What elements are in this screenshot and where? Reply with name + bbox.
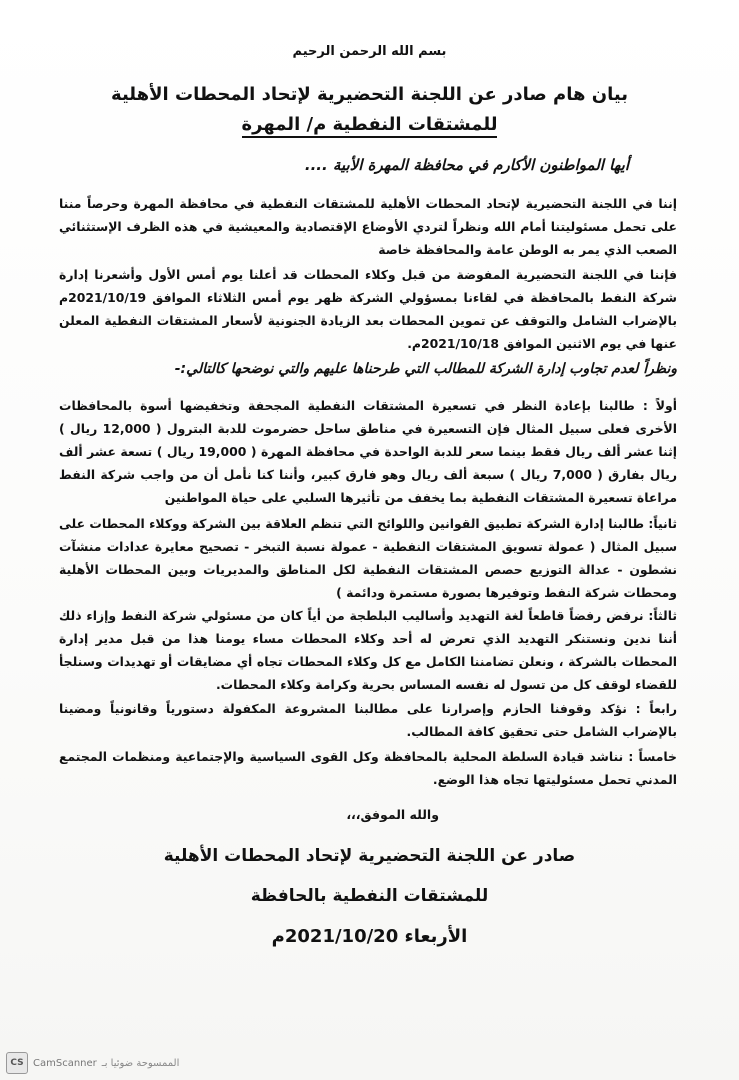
signature-line-1: صادر عن اللجنة التحضيرية لإتحاد المحطات الأهلية (163, 846, 576, 866)
basmala-heading: بسم الله الرحمن الرحيم (292, 44, 447, 59)
demand-item-4: رابعاً : نؤكد وقوفنا الحازم وإصرارنا على مطالبنا المشروعة المكفولة دستورياً وقانونياً ومضينا بالإضراب الشامل حتى تحقيق كافة المطالب. (59, 701, 677, 739)
demand-item-5: خامساً : نناشد قيادة السلطة المحلية بالمحافظة وكل القوى السياسية والإجتماعية ومنظمات المجتمع المدني تحمل مسئوليتها تجاه هذا الوضع. (59, 749, 677, 787)
paragraph-intro: إننا في اللجنة التحضيرية لإتحاد المحطات الأهلية للمشتقات النفطية في محافظة المهرة وحرصاً مننا على تحمل مسئوليتنا أمام الله ونظراً لتردي الأوضاع الإقتصادية والمعيشية في هذه الظرف الإستثنائي الصعب الذي يمر به الوطن عامة والمحافظة خاصة (59, 196, 677, 257)
demands-subheading: ونظراً لعدم تجاوب إدارة الشركة للمطالب التي طرحناها عليهم والتي نوضحها كالتالي:- (174, 361, 677, 377)
demand-item-2: ثانياً: طالبنا إدارة الشركة تطبيق القوانين واللوائح التي تنظم العلاقة بين الشركة ووكلاء المحطات على سبيل المثال ( عمولة تسويق المشتقات النفطية - عمولة نسبة التبخر - تصحيح معايرة عدادات منشآت نشطون - عدالة التوزيع حصص المشتقات النفطية لكل المناطق والمديريات وبين المحطات الأهلية ومحطات شركة النفط وتوفيرها بصورة مستمرة ودائمة ) (59, 516, 677, 600)
camscanner-arabic-caption: الممسوحة ضوئيا بـ (101, 1057, 180, 1069)
document-title-line-1: بيان هام صادر عن اللجنة التحضيرية لإتحاد المحطات الأهلية (111, 84, 628, 105)
camscanner-logo-icon: CS (6, 1052, 28, 1074)
paragraph-strike-announcement: فإننا في اللجنة التحضيرية المفوضة من قبل وكلاء المحطات قد أعلنا يوم أمس الأول وأشعرنا إدارة شركة النفط بالمحافظة في لقاءنا بمسؤولي الشركة ظهر يوم أمس الثلاثاء الموافق 2021/10/19م بالإضراب الشامل والتوقف عن تموين المحطات بعد الزيادة الجنونية لأسعار المشتقات النفطية المعلن عنها في يوم الاثنين الموافق 2021/10/18م. (59, 267, 677, 351)
signature-line-2: للمشتقات النفطية بالحافظة (250, 886, 489, 906)
closing-phrase: والله الموفق،،، (346, 807, 439, 822)
camscanner-app-name: CamScanner (33, 1057, 97, 1069)
salutation: أيها المواطنون الأكارم في محافظة المهرة الأبية .... (304, 156, 629, 174)
scanner-watermark (6, 1052, 179, 1074)
document-title-line-2-text: للمشتقات النفطية م/ المهرة (242, 114, 498, 138)
demand-item-3: ثالثاً: نرفض رفضاً قاطعاً لغة التهديد وأساليب البلطجة من أياً كان من مسئولي شركة النفط وإزاء ذلك أننا ندين ونستنكر التهديد الذي تعرض له أحد وكلاء المحطات مساء يومنا هذا من قبل مدير إدارة المحطات بالشركة ، ونعلن تضامننا الكامل مع كل وكلاء المحطات تجاه أي مضايقات أو تهديدات وسنلجأ للقضاء لوقف كل من تسول له نفسه المساس بحرية وكرامة وكلاء المحطات. (59, 608, 677, 692)
document-title-line-2 (0, 114, 739, 135)
demand-item-1: أولاً : طالبنا بإعادة النظر في تسعيرة المشتقات النفطية المجحفة وتخفيضها أسوة بالمحافظات الأخرى فعلى سبيل المثال فإن التسعيرة في مناطق ساحل حضرموت للدبة البترول ( 12,000 ريال ) إثنا عشر ألف ريال فقط بينما سعر للدبة الواحدة في محافظة المهرة ( 19,000 ريال ) تسعة عشر ألف ريال بفارق ( 7,000 ريال ) سبعة ألف ريال وهو فارق كبير، وأننا كنا نأمل أن من واجب شركة النفط مراعاة تسعيرة المشتقات النفطية بما يخفف من تأثيرها السلبي على حياة المواطنين (59, 398, 677, 505)
document-date: الأربعاء 2021/10/20م (271, 926, 468, 947)
